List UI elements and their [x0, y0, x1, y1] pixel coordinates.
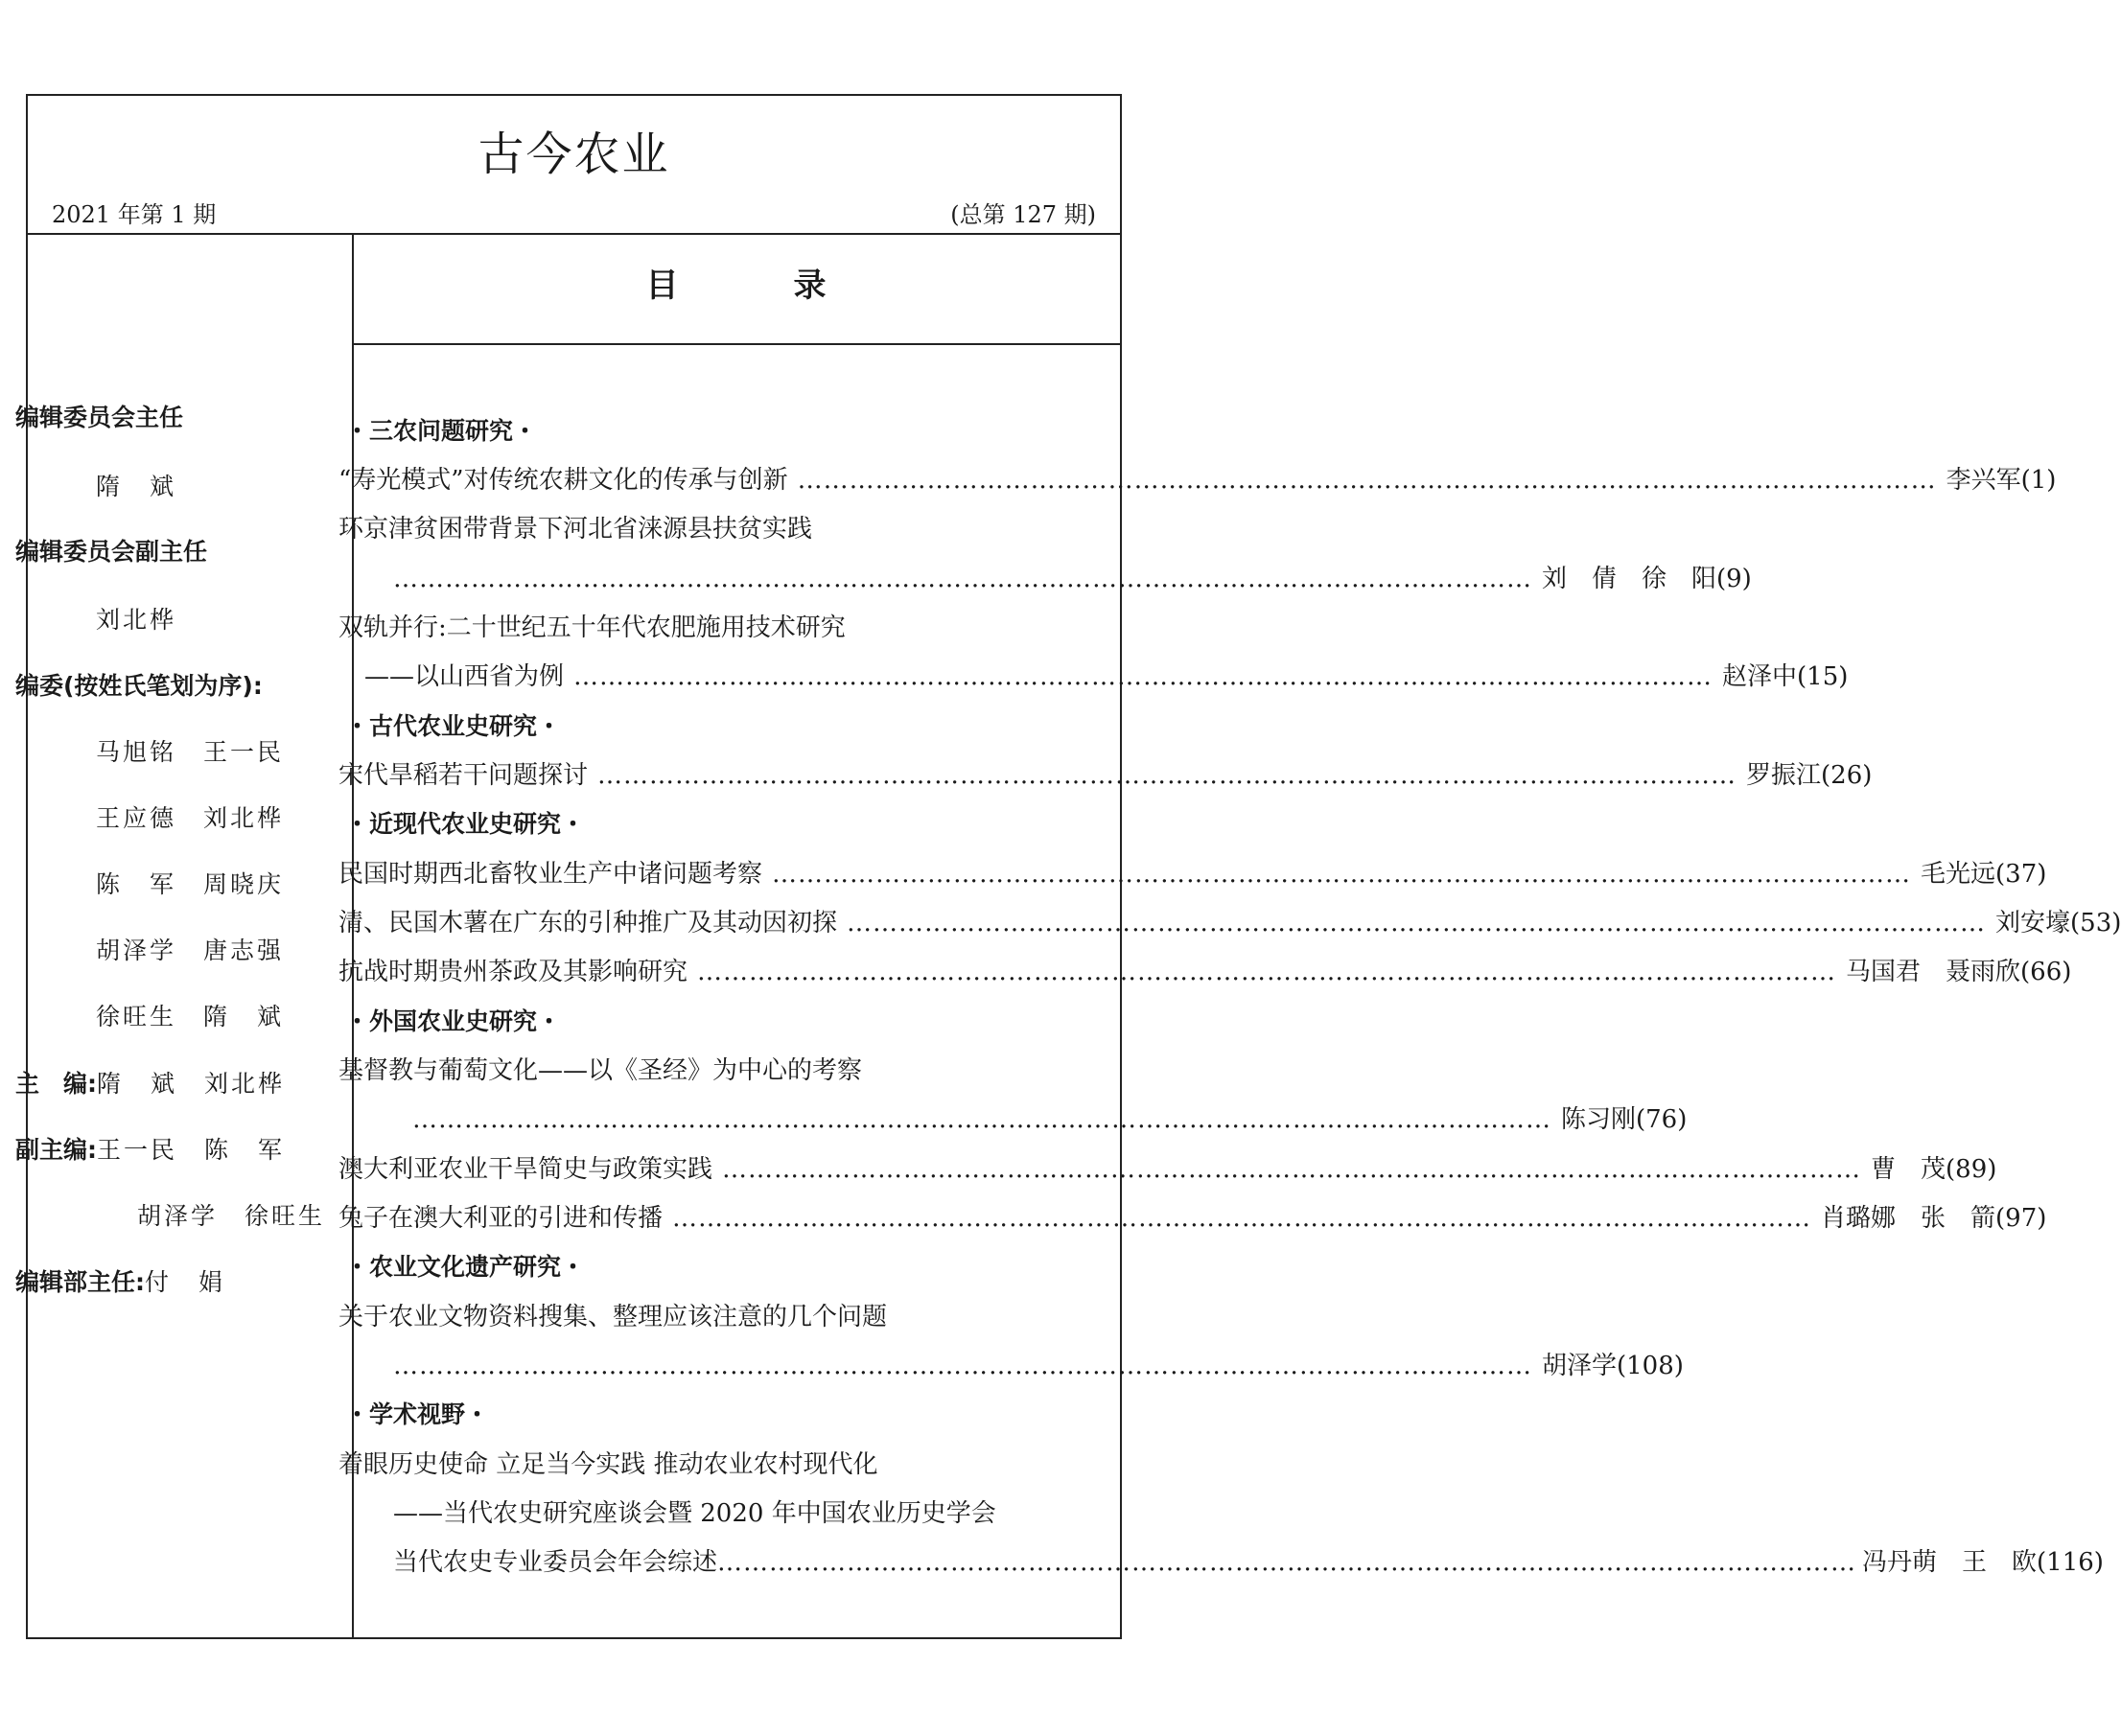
section-heading: ・三农问题研究・ — [345, 417, 538, 445]
section-heading: ・近现代农业史研究・ — [345, 810, 586, 838]
vice-director-label: 编辑委员会副主任 — [15, 538, 208, 566]
entry-author-page: 李兴军(1) — [1946, 466, 2057, 495]
entry-title[interactable]: 基督教与葡萄文化——以《圣经》为中心的考察 — [338, 1056, 863, 1085]
toc-entry-continuation — [412, 1100, 1688, 1139]
chief-editor-label: 主 编: — [15, 1070, 97, 1098]
leader-dots: …………………………………………………………………………………………………………………… — [697, 958, 1837, 986]
leader-dots: …………………………………………………………………………………………………………………… — [393, 565, 1532, 593]
deputy-editor-names-2: 胡泽学 徐旺生 — [137, 1202, 326, 1230]
chief-editor — [15, 1065, 285, 1099]
section-heading: ・外国农业史研究・ — [345, 1007, 562, 1035]
toc-entry[interactable] — [338, 756, 1873, 795]
leader-dots: …………………………………………………………………………………………………………………… — [573, 662, 1713, 691]
members-label: 编委(按姓氏笔划为序): — [15, 672, 263, 700]
toc-entry-continuation — [364, 560, 1752, 598]
header-divider — [28, 233, 1120, 235]
leader-dots: …………………………………………………………………………………………………………………… — [412, 1105, 1551, 1134]
entry-author-page: 马国君 聂雨欣(66) — [1846, 958, 2072, 986]
toc-entry-continuation — [393, 1347, 1684, 1385]
section-heading: ・古代农业史研究・ — [345, 712, 562, 740]
entry-author-page: 陈习刚(76) — [1561, 1105, 1688, 1134]
toc-entry[interactable] — [338, 904, 2121, 942]
entry-author-page: 曹 茂(89) — [1871, 1155, 1997, 1184]
leader-dots: …………………………………………………………………………………………………………………… — [847, 909, 1987, 937]
member-line: 陈 军 周晓庆 — [96, 870, 285, 898]
journal-title: 古今农业 — [478, 127, 670, 181]
entry-title: 兔子在澳大利亚的引进和传播 — [338, 1204, 664, 1233]
office-director-label: 编辑部主任: — [15, 1268, 145, 1296]
office-director-name: 付 娟 — [145, 1268, 226, 1296]
entry-author-page: 肖璐娜 张 箭(97) — [1821, 1204, 2047, 1233]
entry-title[interactable]: 环京津贫困带背景下河北省涞源县扶贫实践 — [338, 515, 813, 544]
toc-heading-char-2: 录 — [793, 266, 827, 305]
entry-title: 抗战时期贵州茶政及其影响研究 — [338, 958, 688, 986]
toc-entry-continuation — [364, 658, 1849, 696]
toc-entry[interactable] — [338, 855, 2047, 893]
member-line: 徐旺生 隋 斌 — [96, 1003, 285, 1030]
toc-entry[interactable] — [338, 1199, 2047, 1238]
toc-heading-char-1: 目 — [645, 266, 679, 305]
toc-entry[interactable] — [338, 461, 2057, 499]
total-issue-number: (总第 127 期) — [950, 201, 1096, 228]
leader-dots: …………………………………………………………………………………………………………………… — [717, 1548, 1857, 1577]
leader-dots: …………………………………………………………………………………………………………………… — [597, 761, 1737, 790]
entry-title: 澳大利亚农业干旱简史与政策实践 — [338, 1155, 713, 1184]
entry-subtitle: ——以山西省为例 — [364, 662, 565, 691]
deputy-editor-names: 王一民 陈 军 — [97, 1136, 286, 1164]
entry-author-page: 毛光远(37) — [1921, 860, 2047, 889]
entry-title[interactable]: 双轨并行:二十世纪五十年代农肥施用技术研究 — [338, 613, 846, 642]
leader-dots: …………………………………………………………………………………………………………………… — [722, 1155, 1862, 1184]
issue-number: 2021 年第 1 期 — [52, 201, 217, 228]
entry-title: “寿光模式”对传统农耕文化的传承与创新 — [338, 466, 788, 495]
member-line: 马旭铭 王一民 — [96, 738, 285, 766]
leader-dots: …………………………………………………………………………………………………………………… — [797, 466, 1937, 495]
section-heading: ・学术视野・ — [345, 1400, 490, 1428]
entry-subtitle: ——当代农史研究座谈会暨 2020 年中国农业历史学会 — [393, 1499, 996, 1528]
entry-author-page: 刘安壕(53) — [1995, 909, 2121, 937]
entry-title: 宋代旱稻若干问题探讨 — [338, 761, 589, 790]
director-label: 编辑委员会主任 — [15, 404, 184, 431]
entry-author-page: 刘 倩 徐 阳(9) — [1542, 565, 1752, 593]
member-line: 胡泽学 唐志强 — [96, 937, 285, 964]
director-name: 隋 斌 — [96, 473, 177, 500]
leader-dots: …………………………………………………………………………………………………………………… — [772, 860, 1912, 889]
entry-subtitle: 当代农史专业委员会年会综述 — [393, 1548, 718, 1577]
leader-dots: …………………………………………………………………………………………………………………… — [672, 1204, 1812, 1233]
entry-author-page: 胡泽学(108) — [1542, 1352, 1684, 1380]
entry-title: 民国时期西北畜牧业生产中诸问题考察 — [338, 860, 763, 889]
toc-entry[interactable] — [338, 953, 2072, 991]
entry-author-page: 罗振江(26) — [1746, 761, 1873, 790]
section-heading: ・农业文化遗产研究・ — [345, 1253, 586, 1281]
deputy-editor — [15, 1131, 285, 1166]
entry-title[interactable]: 着眼历史使命 立足当今实践 推动农业农村现代化 — [338, 1450, 878, 1479]
entry-title[interactable]: 关于农业文物资料搜集、整理应该注意的几个问题 — [338, 1303, 888, 1331]
leader-dots: …………………………………………………………………………………………………………………… — [393, 1352, 1532, 1380]
toc-entry[interactable] — [338, 1150, 1997, 1189]
entry-title: 清、民国木薯在广东的引种推广及其动因初探 — [338, 909, 838, 937]
toc-entry-continuation — [393, 1543, 2104, 1582]
deputy-editor-label: 副主编: — [15, 1136, 97, 1164]
member-line: 王应德 刘北桦 — [96, 804, 285, 832]
office-director — [15, 1263, 225, 1298]
entry-author-page: 冯丹萌 王 欧(116) — [1862, 1548, 2104, 1577]
entry-author-page: 赵泽中(15) — [1722, 662, 1849, 691]
vice-director-name: 刘北桦 — [96, 606, 177, 634]
chief-editor-names: 隋 斌 刘北桦 — [97, 1070, 286, 1098]
toc-heading-divider — [352, 343, 1120, 345]
toc-heading — [352, 259, 1120, 306]
